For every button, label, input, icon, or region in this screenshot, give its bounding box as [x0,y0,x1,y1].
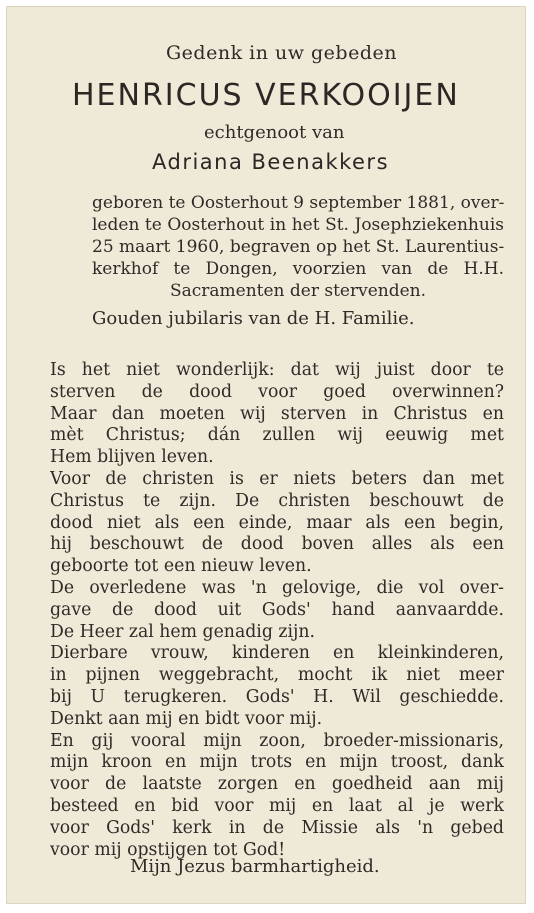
bio-line: leden te Oosterhout in het St. Josephziekenhuis [92,215,504,235]
body-line: mijn kroon en mijn trots en mijn troost, dank [50,752,504,773]
body-line: voor de laatste zorgen en goedheid aan mij [50,774,504,795]
intro-line: Gedenk in uw gebeden [166,42,397,64]
closing-prayer: Mijn Jezus barmhartigheid. [130,856,380,877]
biography [92,192,504,302]
body-line: En gij vooral mijn zoon, broeder-missionaris, [50,730,504,751]
body-line: mèt Christus; dán zullen wij eeuwig met [50,425,504,446]
body-line: De overledene was 'n gelovige, die vol over- [50,577,504,598]
bio-line: geboren te Oosterhout 9 september 1881, over- [92,193,504,213]
body-line: bij U terugkeren. Gods' H. Wil geschiedde. [50,686,504,707]
bio-line: Sacramenten der stervenden. [169,281,427,301]
body-line: voor Gods' kerk in de Missie als 'n gebed [50,817,504,838]
body-line: Voor de christen is er niets beters dan met [50,468,504,489]
body-line: gave de dood uit Gods' hand aanvaardde. [50,599,504,620]
body-line: in pijnen weggebracht, mocht ik niet meer [50,665,504,686]
body-line: Maar dan moeten wij sterven in Christus en [50,403,504,424]
bio-line: kerkhof te Dongen, voorzien van de H.H. [92,259,504,279]
body-line: Is het niet wonderlijk: dat wij juist door te [50,360,504,380]
jubilee-line: Gouden jubilaris van de H. Familie. [92,308,415,329]
body-text [50,360,504,861]
body-line: dood niet als een einde, maar als een begin, [50,512,504,533]
body-line: besteed en bid voor mij en laat al je werk [50,795,504,816]
memorial-card [6,6,526,904]
body-line: hij beschouwt de dood boven alles als een [50,534,504,555]
body-line: De Heer zal hem genadig zijn. [50,621,315,642]
body-line: Dierbare vrouw, kinderen en kleinkinderen, [50,643,504,664]
deceased-name: HENRICUS VERKOOIJEN [72,78,460,113]
body-line: Christus te zijn. De christen beschouwt de [50,490,504,511]
body-line: geboorte tot een nieuw leven. [50,556,312,577]
body-line: voor mij opstijgen tot God! [50,839,286,860]
body-line: sterven de dood voor goed overwinnen? [50,381,504,402]
spouse-name: Adriana Beenakkers [152,150,390,174]
body-line: Denkt aan mij en bidt voor mij. [50,708,323,729]
bio-line: 25 maart 1960, begraven op het St. Laurentius- [92,237,504,257]
body-line: Hem blijven leven. [50,447,214,468]
spouse-of-label: echtgenoot van [204,122,345,143]
